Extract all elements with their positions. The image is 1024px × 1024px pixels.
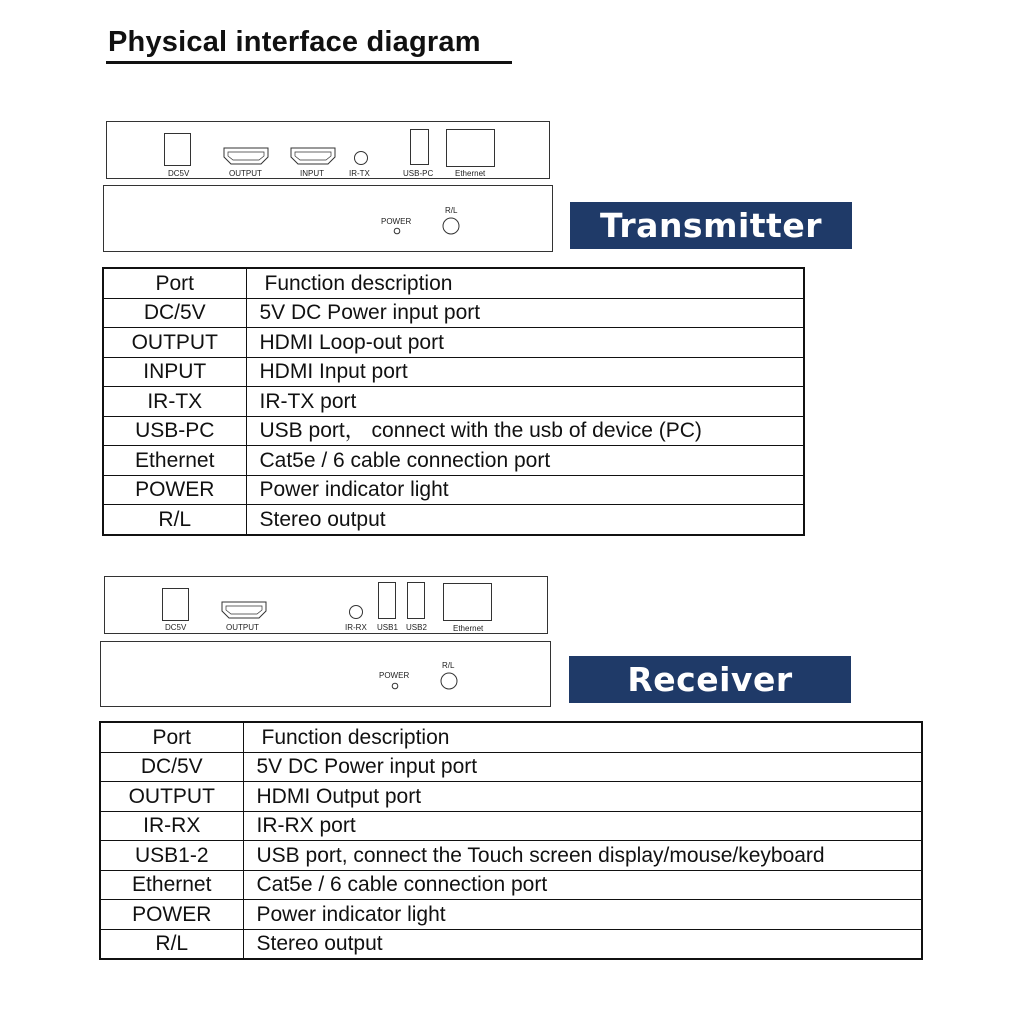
port-label-dc5v: DC5V	[165, 623, 187, 632]
description-cell: USB port, connect the Touch screen display/mouse/keyboard	[243, 841, 922, 871]
transmitter-rear-panel	[106, 121, 550, 179]
header-port: Port	[100, 722, 243, 752]
description-cell: IR-TX port	[246, 387, 804, 417]
rl-jack-icon	[441, 216, 461, 236]
port-cell: USB-PC	[103, 416, 246, 446]
table-row	[100, 870, 922, 900]
ethernet-port-icon	[446, 129, 495, 167]
hdmi-output-port-icon	[221, 601, 267, 619]
description-cell: 5V DC Power input port	[246, 298, 804, 328]
table-row	[103, 505, 804, 535]
hdmi-input-port-icon	[290, 147, 336, 165]
page-title: Physical interface diagram	[108, 26, 481, 58]
port-label-ethernet: Ethernet	[455, 169, 486, 178]
table-row	[103, 328, 804, 358]
description-cell: Power indicator light	[243, 900, 922, 930]
receiver-front-panel	[100, 641, 551, 707]
table-row	[103, 475, 804, 505]
description-cell: Stereo output	[246, 505, 804, 535]
usb-pc-port-icon	[410, 129, 429, 165]
power-label: POWER	[379, 671, 410, 680]
table-header-row	[103, 268, 804, 298]
transmitter-front-panel	[103, 185, 553, 252]
receiver-rear-panel	[104, 576, 548, 634]
table-row	[100, 752, 922, 782]
rl-jack-icon	[439, 671, 459, 691]
port-cell: IR-TX	[103, 387, 246, 417]
description-cell: Cat5e / 6 cable connection port	[243, 870, 922, 900]
port-cell: IR-RX	[100, 811, 243, 841]
port-label-ethernet: Ethernet	[453, 624, 484, 633]
table-row	[100, 811, 922, 841]
rl-label: R/L	[442, 661, 455, 670]
port-label-dc5v: DC5V	[168, 169, 190, 178]
description-cell: Cat5e / 6 cable connection port	[246, 446, 804, 476]
rl-label: R/L	[445, 206, 458, 215]
port-cell: INPUT	[103, 357, 246, 387]
dc5v-port-icon	[162, 588, 189, 621]
title-underline	[106, 61, 512, 64]
ethernet-port-icon	[443, 583, 492, 621]
power-led-icon	[391, 682, 399, 690]
table-row	[103, 298, 804, 328]
port-label-output: OUTPUT	[226, 623, 259, 632]
description-cell: HDMI Output port	[243, 782, 922, 812]
usb1-port-icon	[378, 582, 396, 619]
table-row	[103, 446, 804, 476]
ir-rx-port-icon	[348, 604, 364, 620]
table-header-row	[100, 722, 922, 752]
port-cell: DC/5V	[100, 752, 243, 782]
port-cell: Ethernet	[103, 446, 246, 476]
description-cell: HDMI Loop-out port	[246, 328, 804, 358]
port-cell: DC/5V	[103, 298, 246, 328]
port-cell: OUTPUT	[103, 328, 246, 358]
transmitter-port-table	[102, 267, 805, 536]
table-row	[100, 782, 922, 812]
description-cell: Stereo output	[243, 929, 922, 959]
description-cell: Power indicator light	[246, 475, 804, 505]
description-cell: IR-RX port	[243, 811, 922, 841]
port-cell: POWER	[103, 475, 246, 505]
receiver-badge: Receiver	[569, 656, 851, 703]
header-function: Function description	[246, 268, 804, 298]
description-cell: USB port， connect with the usb of device (PC)	[246, 416, 804, 446]
header-function: Function description	[243, 722, 922, 752]
port-label-input: INPUT	[300, 169, 324, 178]
description-cell: 5V DC Power input port	[243, 752, 922, 782]
transmitter-badge: Transmitter	[570, 202, 852, 249]
port-label-ir-rx: IR-RX	[345, 623, 367, 632]
hdmi-output-port-icon	[223, 147, 269, 165]
port-cell: Ethernet	[100, 870, 243, 900]
power-led-icon	[393, 227, 401, 235]
description-cell: HDMI Input port	[246, 357, 804, 387]
power-label: POWER	[381, 217, 412, 226]
port-cell: OUTPUT	[100, 782, 243, 812]
ir-tx-port-icon	[353, 150, 369, 166]
table-row	[100, 841, 922, 871]
port-label-usb-pc: USB-PC	[403, 169, 434, 178]
port-label-output: OUTPUT	[229, 169, 262, 178]
dc5v-port-icon	[164, 133, 191, 166]
port-cell: R/L	[103, 505, 246, 535]
port-label-usb1: USB1	[377, 623, 398, 632]
table-row	[103, 416, 804, 446]
port-cell: POWER	[100, 900, 243, 930]
header-port: Port	[103, 268, 246, 298]
receiver-port-table	[99, 721, 923, 960]
port-label-usb2: USB2	[406, 623, 427, 632]
table-row	[103, 357, 804, 387]
table-row	[100, 929, 922, 959]
port-cell: USB1-2	[100, 841, 243, 871]
usb2-port-icon	[407, 582, 425, 619]
table-row	[100, 900, 922, 930]
port-label-ir-tx: IR-TX	[349, 169, 370, 178]
table-row	[103, 387, 804, 417]
port-cell: R/L	[100, 929, 243, 959]
